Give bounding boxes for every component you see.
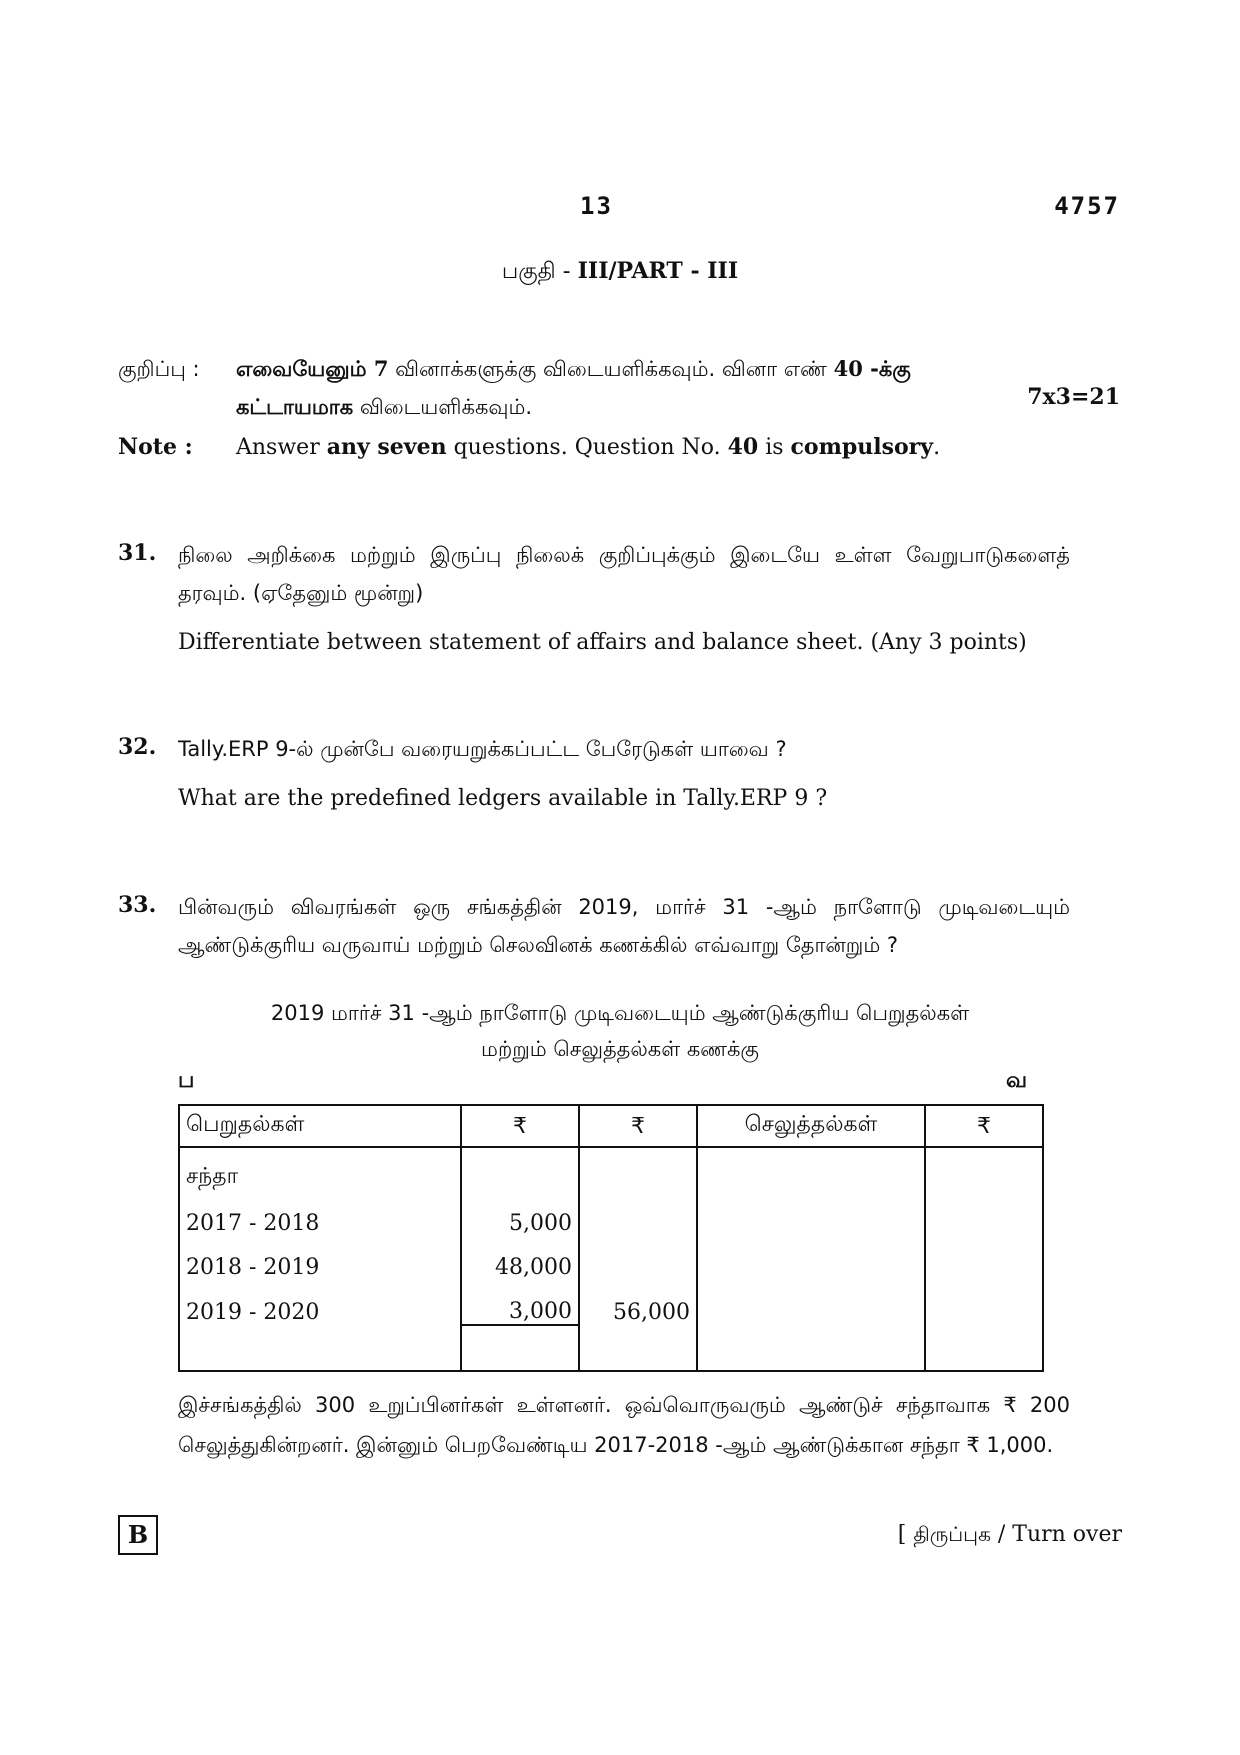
payment-amount bbox=[925, 1236, 1043, 1280]
receipt-label: 2017 - 2018 bbox=[179, 1192, 461, 1236]
note-english-body bbox=[236, 434, 940, 460]
page-number: 13 bbox=[580, 192, 613, 220]
receipt-amount bbox=[461, 1147, 579, 1192]
part-heading-tamil: பகுதி - bbox=[501, 259, 578, 284]
receipt-amount: 48,000 bbox=[461, 1236, 579, 1280]
turn-over bbox=[898, 1522, 1122, 1549]
question-text-english: Differentiate between statement of affairs and balance sheet. (Any 3 points) bbox=[178, 630, 1027, 655]
note-tamil-text: வினாக்களுக்கு விடையளிக்கவும். வினா எண் bbox=[388, 357, 834, 381]
additional-information: இச்சங்கத்தில் 300 உறுப்பினர்கள் உள்ளனர். ஒவ்வொருவரும் ஆண்டுச் சந்தாவாக ₹ 200 செலுத்துகின்றனர். இன்னும் பெறவேண்டிய 2017-2018 -ஆம் ஆண்டுக்கான சந்தா ₹ 1,000. bbox=[178, 1393, 1070, 1457]
header-rupee: ₹ bbox=[579, 1105, 697, 1147]
payment-label bbox=[697, 1280, 925, 1325]
question-text-tamil: Tally.ERP 9-ல் முன்பே வரையறுக்கப்பட்ட பேரேடுகள் யாவை ? bbox=[178, 737, 787, 761]
payment-amount bbox=[925, 1147, 1043, 1192]
receipt-total bbox=[579, 1147, 697, 1192]
note-tamil-compulsory: கட்டாயமாக bbox=[236, 395, 354, 419]
receipt-total bbox=[579, 1192, 697, 1236]
header-rupee: ₹ bbox=[461, 1105, 579, 1147]
table-row bbox=[179, 1236, 1043, 1280]
payment-label bbox=[697, 1325, 925, 1371]
question-number: 33. bbox=[118, 892, 157, 918]
payment-label bbox=[697, 1236, 925, 1280]
question-text-tamil: பின்வரும் விவரங்கள் ஒரு சங்கத்தின் 2019, மார்ச் 31 -ஆம் நாளோடு முடிவடையும் ஆண்டுக்குரிய வருவாய் மற்றும் செலவினக் கணக்கில் எவ்வாறு தோன்றும் ? bbox=[178, 895, 1070, 957]
payment-amount bbox=[925, 1325, 1043, 1371]
receipt-total: 56,000 bbox=[579, 1280, 697, 1325]
part-heading-roman: III/PART - III bbox=[577, 258, 739, 284]
note-english-compulsory: compulsory bbox=[790, 434, 934, 460]
payment-amount bbox=[925, 1280, 1043, 1325]
note-tamil-seven: 7 bbox=[373, 356, 389, 381]
table-title-line1: 2019 மார்ச் 31 -ஆம் நாளோடு முடிவடையும் ஆண்டுக்குரிய பெறுதல்கள் bbox=[270, 1001, 970, 1025]
debit-side-label: ப bbox=[178, 1068, 195, 1093]
question-number: 32. bbox=[118, 734, 157, 760]
header-rupee: ₹ bbox=[925, 1105, 1043, 1147]
receipts-payments-table bbox=[178, 1104, 1044, 1372]
note-english-text: . bbox=[933, 435, 941, 460]
note-tamil-label: குறிப்பு : bbox=[118, 357, 200, 381]
turn-over-english: Turn over bbox=[1012, 1522, 1122, 1547]
receipt-amount: 5,000 bbox=[461, 1192, 579, 1236]
note-tamil-qno: 40 bbox=[833, 356, 863, 381]
receipt-label: 2019 - 2020 bbox=[179, 1280, 461, 1325]
receipt-label: சந்தா bbox=[179, 1147, 461, 1192]
receipt-amount: 3,000 bbox=[461, 1280, 579, 1325]
table-row bbox=[179, 1147, 1043, 1192]
header-payments: செலுத்தல்கள் bbox=[697, 1105, 925, 1147]
note-tamil-text2: விடையளிக்கவும். bbox=[353, 395, 533, 419]
credit-side-label: வ bbox=[1006, 1068, 1028, 1093]
receipt-label: 2018 - 2019 bbox=[179, 1236, 461, 1280]
table-row bbox=[179, 1192, 1043, 1236]
note-english-text: Answer bbox=[236, 435, 327, 460]
turn-over-tamil: திருப்புக bbox=[913, 1522, 991, 1546]
marks-scheme: 7x3=21 bbox=[1027, 384, 1120, 410]
note-english-text: questions. Question No. bbox=[446, 435, 728, 460]
note-tamil-suffix: -க்கு bbox=[862, 357, 911, 381]
payment-label bbox=[697, 1147, 925, 1192]
note-english-text: is bbox=[758, 435, 791, 460]
table-header-row bbox=[179, 1105, 1043, 1147]
payment-amount bbox=[925, 1192, 1043, 1236]
note-tamil-any: எவையேனும் bbox=[236, 357, 374, 381]
table-row bbox=[179, 1325, 1043, 1371]
series-box: B bbox=[118, 1515, 158, 1555]
turn-over-bracket: [ bbox=[897, 1522, 914, 1547]
subtotal-cell bbox=[461, 1325, 579, 1371]
note-english-label: Note : bbox=[118, 434, 193, 460]
note-tamil-body bbox=[236, 350, 1128, 426]
header-receipts: பெறுதல்கள் bbox=[179, 1105, 461, 1147]
receipt-total bbox=[579, 1236, 697, 1280]
receipt-label bbox=[179, 1325, 461, 1371]
receipt-total bbox=[579, 1325, 697, 1371]
paper-code: 4757 bbox=[1054, 192, 1120, 220]
payment-label bbox=[697, 1192, 925, 1236]
note-english-qno: 40 bbox=[727, 434, 759, 460]
table-title-line2: மற்றும் செலுத்தல்கள் கணக்கு bbox=[481, 1037, 759, 1061]
table-row bbox=[179, 1280, 1043, 1325]
note-english-any-seven: any seven bbox=[326, 434, 447, 460]
question-text-english: What are the predefined ledgers available in Tally.ERP 9 ? bbox=[178, 786, 828, 811]
part-heading bbox=[0, 258, 1240, 287]
turn-over-separator: / bbox=[990, 1522, 1013, 1547]
question-text-tamil: நிலை அறிக்கை மற்றும் இருப்பு நிலைக் குறிப்புக்கும் இடையே உள்ள வேறுபாடுகளைத் தரவும். (ஏதேனும் மூன்று) bbox=[178, 543, 1070, 605]
question-number: 31. bbox=[118, 540, 157, 566]
